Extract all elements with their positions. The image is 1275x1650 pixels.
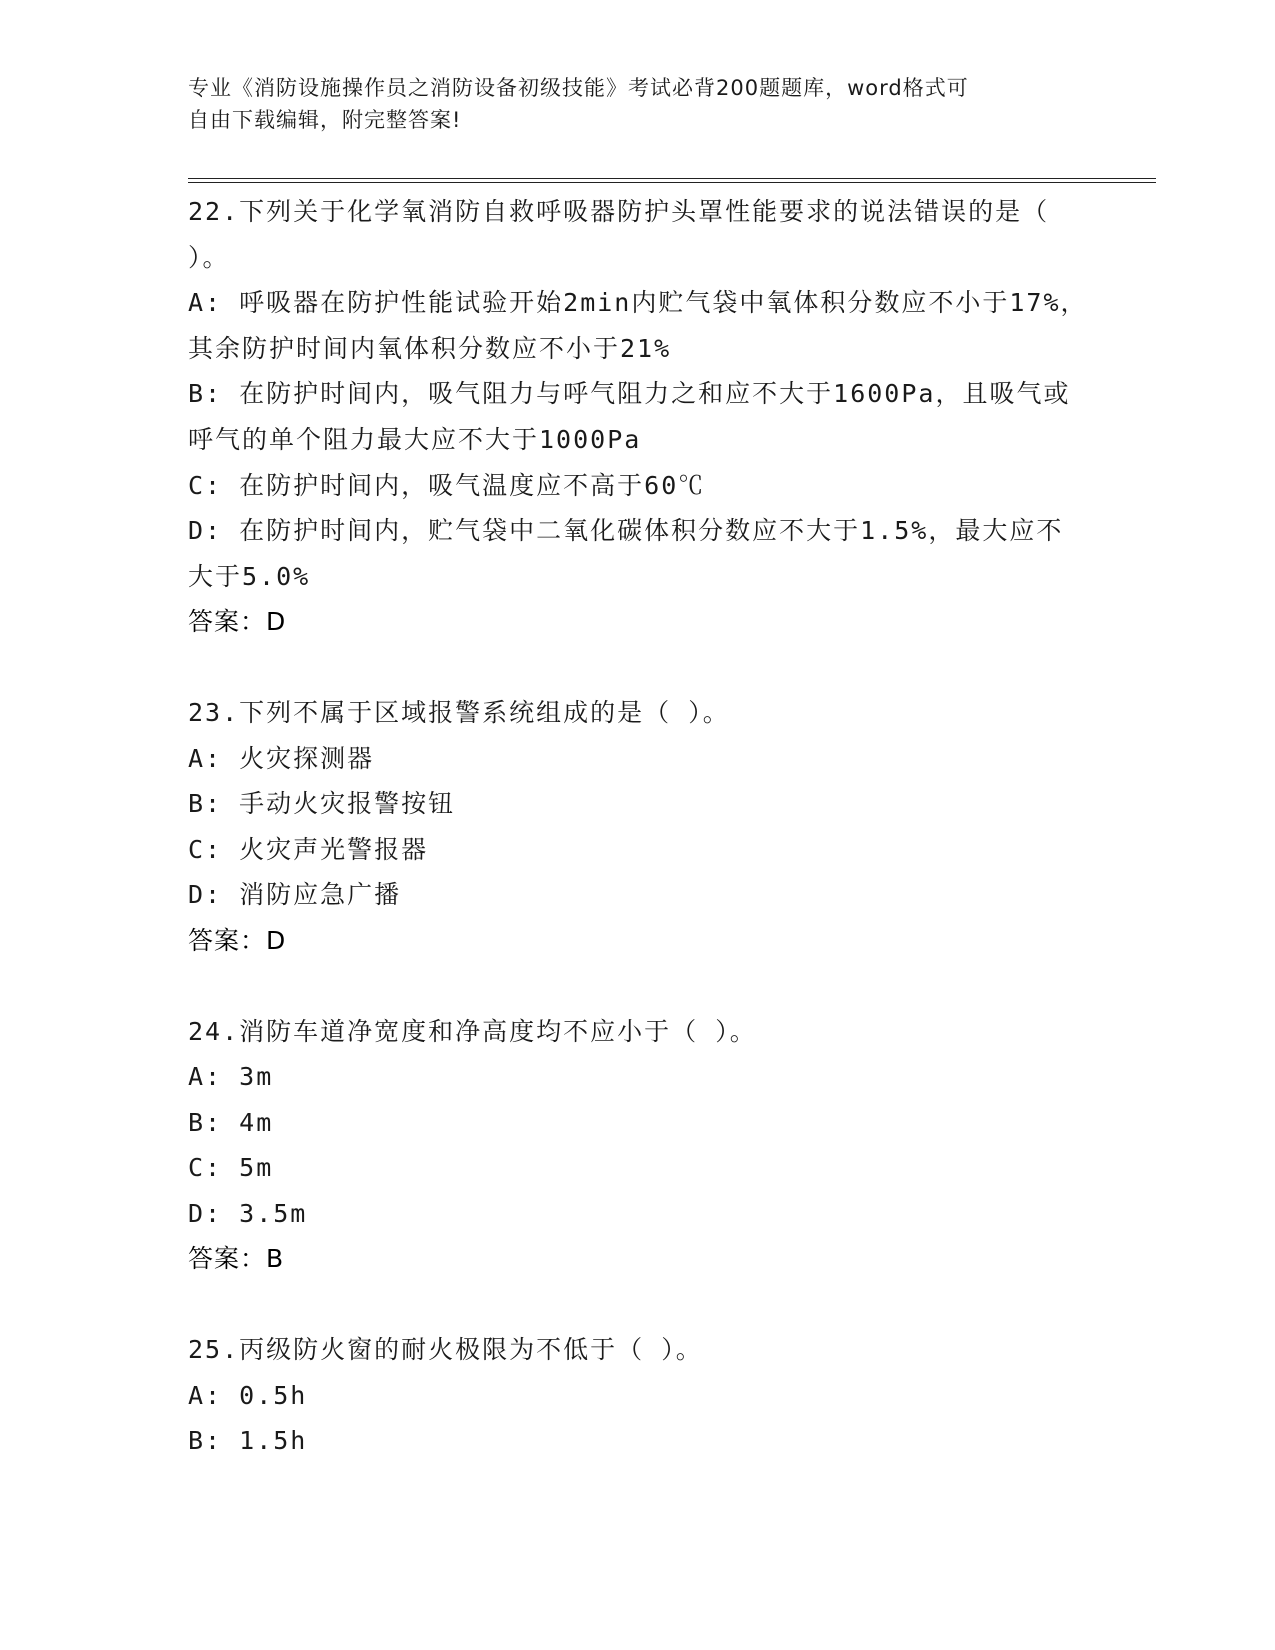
- question-24: [188, 1009, 1088, 1283]
- option-b: B: 在防护时间内，吸气阻力与呼气阻力之和应不大于1600Pa，且吸气或呼气的单个阻力最大应不大于1000Pa: [188, 379, 1071, 454]
- option-a: A: 0.5h: [188, 1380, 308, 1410]
- header-divider: [188, 178, 1156, 183]
- question-22: [188, 189, 1088, 645]
- question-stem: 23.下列不属于区域报警系统组成的是（ ）。: [188, 697, 730, 727]
- option-b: B: 1.5h: [188, 1426, 308, 1456]
- option-d: D: 在防护时间内，贮气袋中二氧化碳体积分数应不大于1.5%，最大应不大于5.0%: [188, 516, 1064, 591]
- question-stem: 25.丙级防火窗的耐火极限为不低于（ ）。: [188, 1335, 703, 1365]
- option-d: D: 3.5m: [188, 1198, 308, 1228]
- document-header: [188, 72, 1088, 136]
- question-25: [188, 1327, 1088, 1464]
- option-b: B: 手动火灾报警按钮: [188, 789, 456, 819]
- option-d: D: 消防应急广播: [188, 880, 402, 910]
- option-a: A: 3m: [188, 1062, 274, 1092]
- question-23: [188, 690, 1088, 964]
- option-a: A: 火灾探测器: [188, 743, 375, 773]
- answer: 答案：D: [188, 925, 287, 955]
- question-stem: 24.消防车道净宽度和净高度均不应小于（ ）。: [188, 1016, 757, 1046]
- option-c: C: 火灾声光警报器: [188, 834, 429, 864]
- option-a: A: 呼吸器在防护性能试验开始2min内贮气袋中氧体积分数应不小于17%，其余防护时间内氧体积分数应不小于21%: [188, 288, 1088, 363]
- answer: 答案：D: [188, 607, 287, 637]
- option-b: B: 4m: [188, 1107, 274, 1137]
- option-c: C: 5m: [188, 1153, 274, 1183]
- question-stem: 22.下列关于化学氧消防自救呼吸器防护头罩性能要求的说法错误的是（ ）。: [188, 197, 1050, 272]
- header-line-1: 专业《消防设施操作员之消防设备初级技能》考试必背200题题库，word格式可: [188, 76, 969, 100]
- question-list: [188, 189, 1088, 1509]
- answer: 答案：B: [188, 1244, 285, 1274]
- header-line-2: 自由下载编辑，附完整答案!: [188, 108, 462, 132]
- option-c: C: 在防护时间内，吸气温度应不高于60℃: [188, 470, 706, 500]
